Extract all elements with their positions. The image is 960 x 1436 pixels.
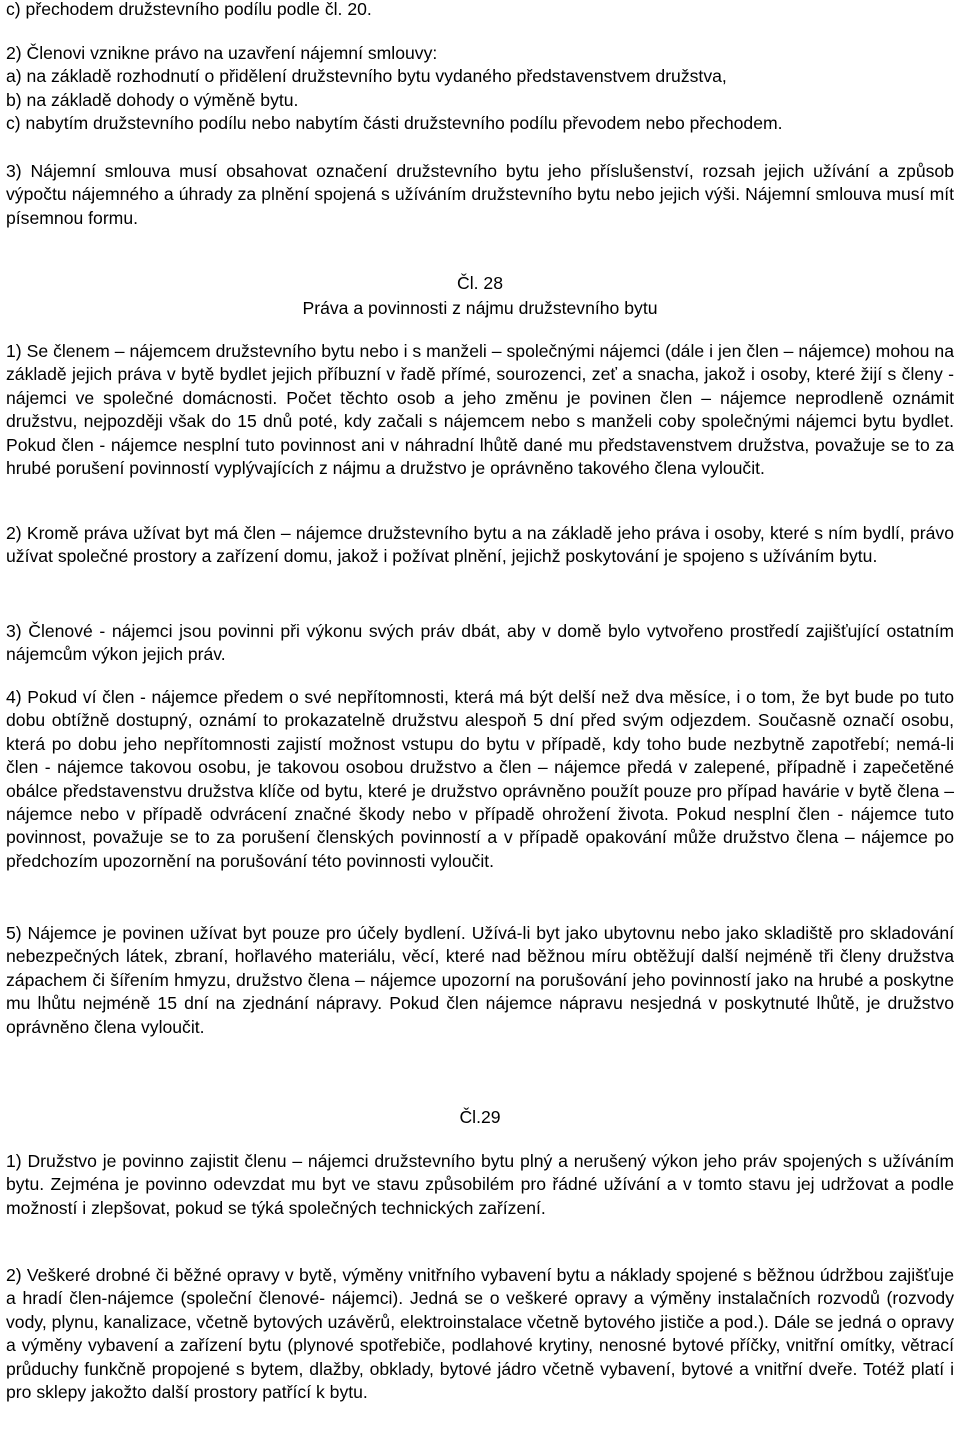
section-3-paragraph: 3) Nájemní smlouva musí obsahovat označení družstevního bytu jeho příslušenství, rozsah jejich užívání a způsob výpočtu nájemného a úhrady za plnění spojená s užíváním družstevního bytu nebo jejich výši. Nájemní smlouva musí mít písemnou formu. bbox=[6, 161, 954, 228]
article-28-paragraph-5: 5) Nájemce je povinen užívat byt pouze pro účely bydlení. Užívá-li byt jako ubytovnu nebo jako skladiště pro skladování nebezpečných látek, zbraní, hořlavého materiálu, věcí, které nad běžnou míru obtěžují další nejméně tři členy družstva zápachem či šířením hmyzu, družstvo člena – nájemce upozorní na porušování jeho povinností jako na hrubé a poskytne mu lhůtu nejméně 15 dní na zjednání nápravy. Pokud člen nájemce nápravu nesjedná v poskytnuté lhůtě, je družstvo oprávněno člena vyloučit. bbox=[6, 923, 954, 1037]
article-28-paragraph-1: 1) Se členem – nájemcem družstevního bytu nebo i s manželi – společnými nájemci (dále i jen člen – nájemce) mohou na základě jejich práva v bytě bydlet jejich příbuzní v řadě přímé, sourozenci, zeť a snacha, jakož i osoby, které žijí s členy - nájemci ve společné domácnosti. Počet těchto osob a jeho změnu je povinen člen – nájemce neprodleně oznámit družstvu, nejpozději však do 15 dnů poté, kdy začali s nájemcem nebo s manželi coby společnými nájemci bytu bydlet. Pokud člen - nájemce nesplní tuto povinnost ani v náhradní lhůtě dané mu představenstvem družstva, považuje se to za hrubé porušení povinností vyplývajících z nájmu a družstvo je oprávněno takového člena vyloučit. bbox=[6, 341, 954, 479]
article-29-paragraph-1: 1) Družstvo je povinno zajistit členu – nájemci družstevního bytu plný a nerušený výkon jeho práv spojených s užíváním bytu. Zejména je povinno odevzdat mu byt ve stavu způsobilém pro řádné užívání a v tomto stavu jej udržovat a podle možností i zlepšovat, pokud se týká společných technických zařízení. bbox=[6, 1151, 954, 1218]
article-28-paragraph-2: 2) Kromě práva užívat byt má člen – nájemce družstevního bytu a na základě jeho práva i osoby, které s ním bydlí, právo užívat společné prostory a zařízení domu, jakož i požívat plnění, jejichž poskytování je spojeno s užíváním bytu. bbox=[6, 523, 954, 567]
section-2-item-c: c) nabytím družstevního podílu nebo nabytím části družstevního podílu převodem nebo přechodem. bbox=[6, 113, 783, 134]
section-2-item-b: b) na základě dohody o výměně bytu. bbox=[6, 89, 299, 110]
article-28-title: Práva a povinnosti z nájmu družstevního bytu bbox=[302, 298, 658, 318]
article-28-paragraph-4: 4) Pokud ví člen - nájemce předem o své nepřítomnosti, která má být delší než dva měsíce, i o tom, že byt bude po tuto dobu obtížně dostupný, oznámí to prokazatelně družstvu alespoň 5 dní před svým odjezdem. Současně označí osobu, která po dobu jeho nepřítomnosti zajistí možnost vstupu do bytu v případě, kdy toho bude nezbytně zapotřebí; nemá-li člen - nájemce takovou osobu, je takovou osobou družstvo a člen – nájemce předá v zalepené, případně i zapečetěné obálce představenstvu družstva klíče od bytu, které je družstvo oprávněno použít pouze pro případ havárie v bytě člena – nájemce nebo v případě odvrácení značné škody nebo v případě ohrožení života. Pokud nesplní člen - nájemce tuto povinnost, považuje se to za porušení členských povinností a v případě opakování může družstvo člena – nájemce po předchozím upozornění na porušování této povinnosti vyloučit. bbox=[6, 687, 954, 871]
section-2 bbox=[6, 42, 954, 136]
article-29-number: Čl.29 bbox=[459, 1107, 501, 1127]
article-28-number: Čl. 28 bbox=[457, 273, 503, 293]
section-2-intro: 2) Členovi vznikne právo na uzavření nájemní smlouvy: bbox=[6, 43, 438, 63]
item-c-previous: c) přechodem družstevního podílu podle čl. 20. bbox=[6, 0, 372, 19]
article-28-paragraph-3: 3) Členové - nájemci jsou povinni při výkonu svých práv dbát, aby v domě bylo vytvořeno prostředí zajišťující ostatním nájemcům výkon jejich práv. bbox=[6, 621, 954, 665]
article-29-paragraph-2: 2) Veškeré drobné či běžné opravy v bytě, výměny vnitřního vybavení bytu a náklady spojené s běžnou údržbou zajišťuje a hradí člen-nájemce (společní členové- nájemci). Jedná se o veškeré opravy a výměny instalačních rozvodů (rozvody vody, plynu, kanalizace, včetně bytových uzávěrů, elektroinstalace včetně bytového jističe a pod.). Dále se jedná o opravy a výměny vybavení a zařízení bytu (plynové spotřebiče, podlahové krytiny, nenosné bytové příčky, vnitřní omítky, větrací průduchy funkčně propojené s bytem, dlažby, obklady, bytové jádro včetně vybavení, bytové a vnitřní dveře. Totéž platí i pro sklepy jakožto další prostory patřící k bytu. bbox=[6, 1265, 954, 1403]
section-2-item-a: a) na základě rozhodnutí o přidělení družstevního bytu vydaného představenstvem družstva, bbox=[6, 66, 727, 87]
